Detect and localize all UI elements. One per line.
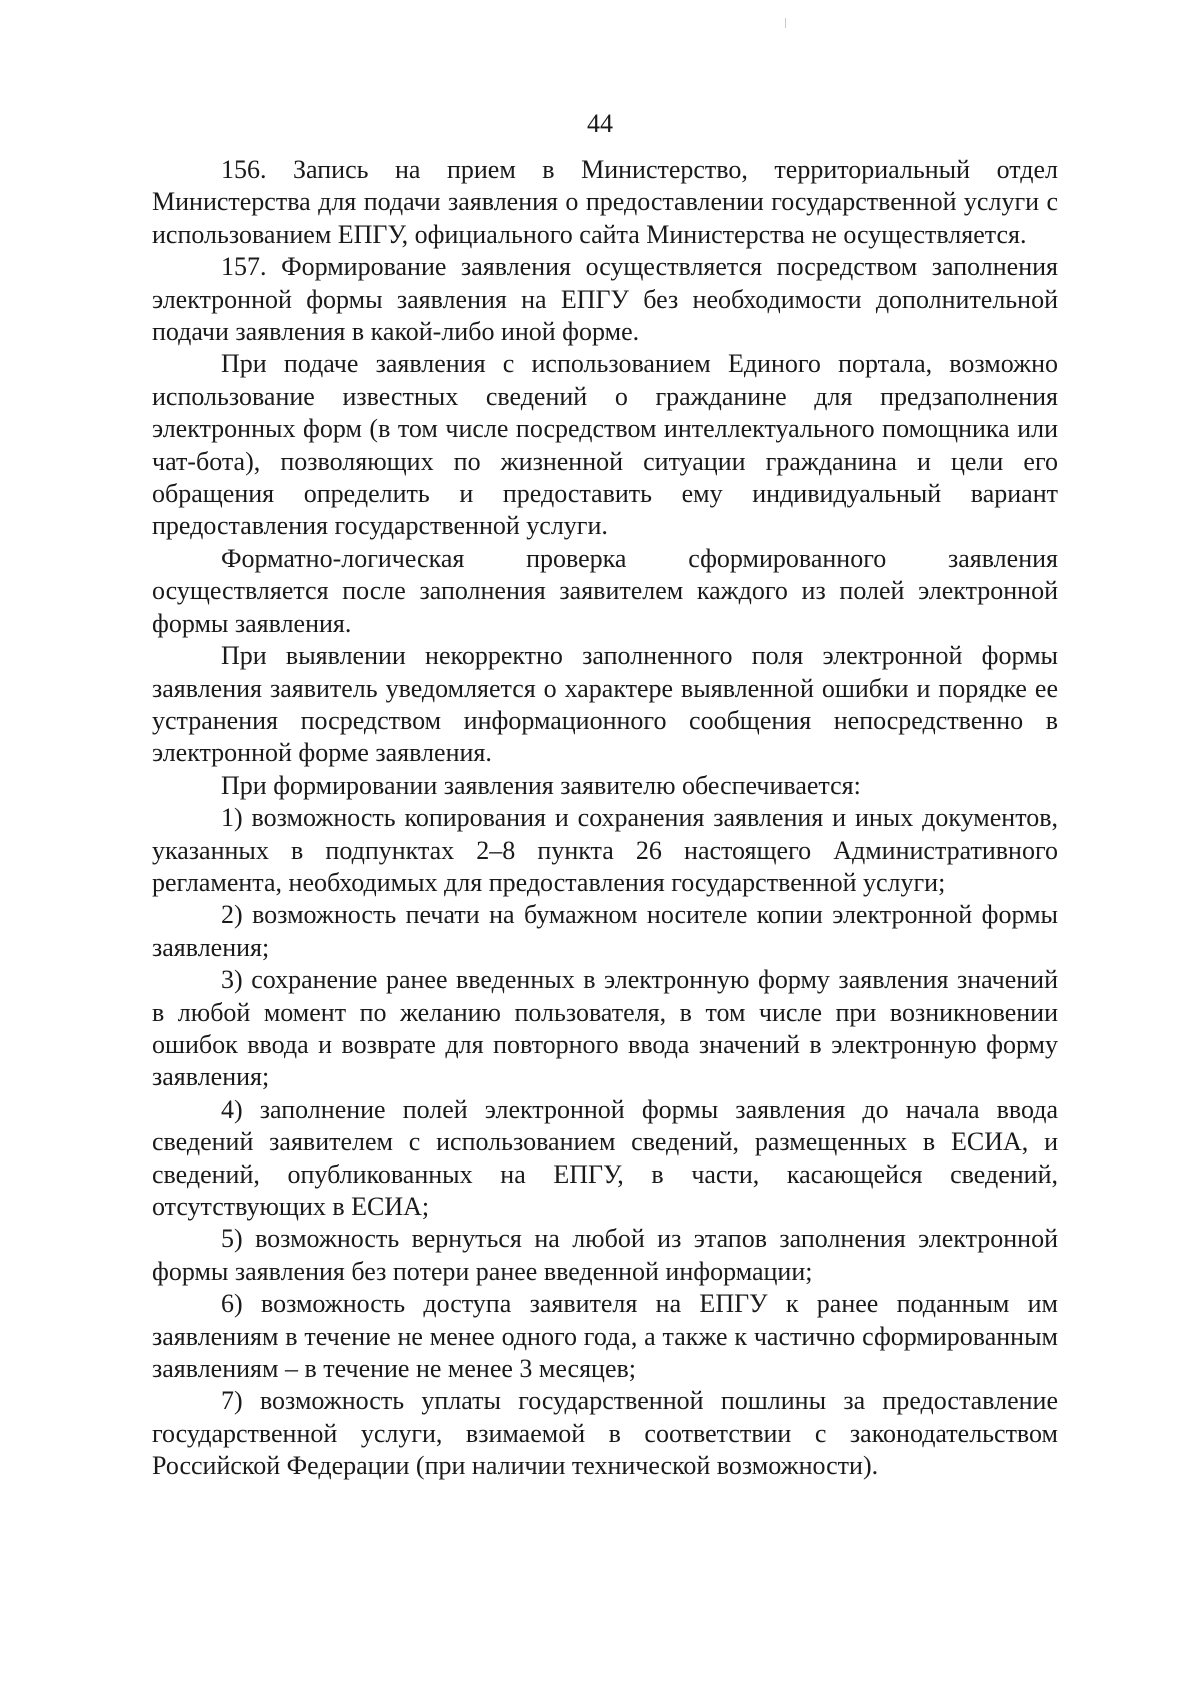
page-number: 44 xyxy=(587,109,613,138)
paragraph-error-notice: При выявлении некорректно заполненного поля электронной формы заявления заявитель уведомляется о характере выявленной ошибки и порядке ее устранения посредством информационного сообщения непосредственно в электронной форме заявления. xyxy=(152,641,1058,768)
list-item-3: 3) сохранение ранее введенных в электронную форму заявления значений в любой момент по желанию пользователя, в том числе при возникновении ошибок ввода и возврате для повторного ввода значений в электронную форму заявления; xyxy=(152,965,1058,1092)
paragraph-157: 157. Формирование заявления осуществляется посредством заполнения электронной формы заявления на ЕПГУ без необходимости дополнительной подачи заявления в какой-либо иной форме. xyxy=(152,252,1058,347)
scan-artifact xyxy=(785,18,786,28)
list-item-2: 2) возможность печати на бумажном носителе копии электронной формы заявления; xyxy=(152,900,1058,962)
document-body xyxy=(152,154,1058,1483)
list-item-7: 7) возможность уплаты государственной пошлины за предоставление государственной услуги, взимаемой в соответствии с законодательством Российской Федерации (при наличии технической возможности). xyxy=(152,1386,1058,1481)
list-item-1: 1) возможность копирования и сохранения заявления и иных документов, указанных в подпунктах 2–8 пункта 26 настоящего Административного регламента, необходимых для предоставления государственной услуги; xyxy=(152,803,1058,897)
list-item-4: 4) заполнение полей электронной формы заявления до начала ввода сведений заявителем с использованием сведений, размещенных в ЕСИА, и сведений, опубликованных на ЕПГУ, в части, касающейся сведений, отсутствующих в ЕСИА; xyxy=(152,1094,1058,1221)
paragraph-prefill: При подаче заявления с использованием Единого портала, возможно использование известных сведений о гражданине для предзаполнения электронных форм (в том числе посредством интеллектуального помощника или чат-бота), позволяющих по жизненной ситуации гражданина и цели его обращения определить и предоставить ему индивидуальный вариант предоставления государственной услуги. xyxy=(152,349,1058,541)
paragraph-list-intro: При формировании заявления заявителю обеспечивается: xyxy=(221,770,861,800)
paragraph-validation: Форматно-логическая проверка сформированного заявления осуществляется после заполнения заявителем каждого из полей электронной формы заявления. xyxy=(152,543,1058,638)
list-item-6: 6) возможность доступа заявителя на ЕПГУ к ранее поданным им заявлениям в течение не менее одного года, а также к частично сформированным заявлениям – в течение не менее 3 месяцев; xyxy=(152,1289,1058,1384)
list-item-5: 5) возможность вернуться на любой из этапов заполнения электронной формы заявления без потери ранее введенной информации; xyxy=(152,1224,1058,1286)
paragraph-156: 156. Запись на прием в Министерство, территориальный отдел Министерства для подачи заявления о предоставлении государственной услуги с использованием ЕПГУ, официального сайта Министерства не осуществляется. xyxy=(152,155,1058,249)
